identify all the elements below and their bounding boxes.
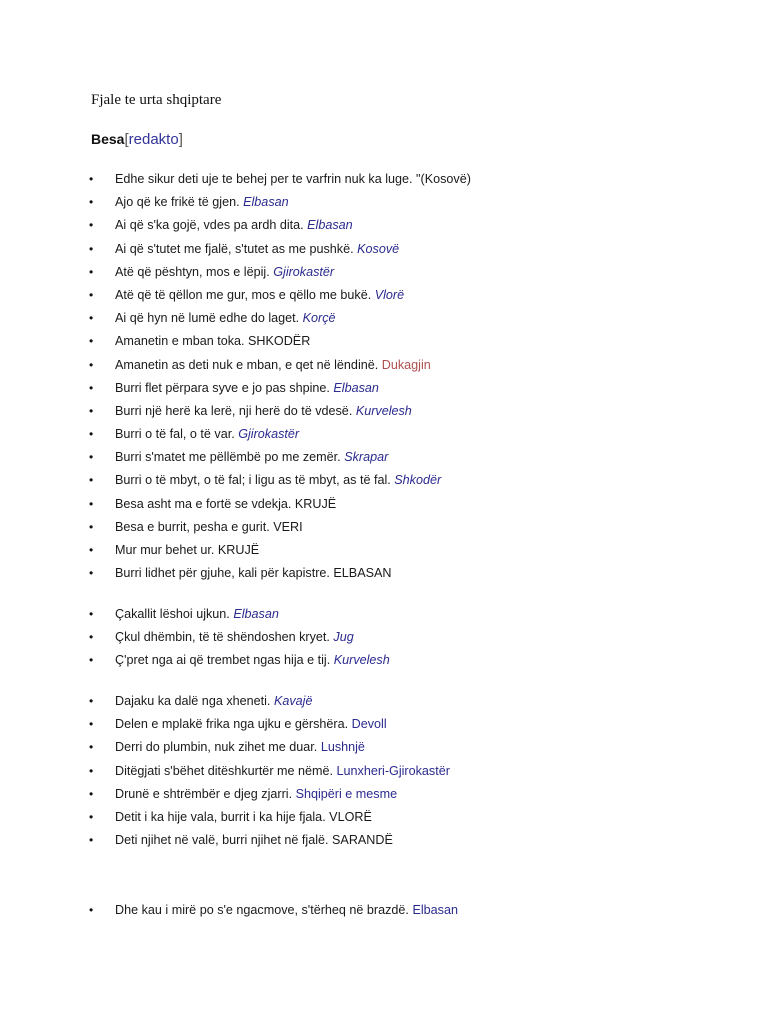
proverb-item	[0, 238, 471, 261]
proverb-text: Besa e burrit, pesha e gurit. VERI	[115, 519, 303, 534]
proverb-item	[0, 626, 390, 649]
region-link[interactable]: Vlorë	[374, 287, 405, 302]
proverb-list-group-2	[0, 603, 390, 673]
proverb-item	[0, 261, 471, 284]
proverb-item	[0, 783, 450, 806]
region-link[interactable]: Kurvelesh	[355, 403, 412, 418]
proverb-item	[0, 307, 471, 330]
region-link[interactable]: Lushnjë	[320, 740, 365, 755]
edit-bracket-open: [	[124, 131, 129, 148]
bullet-icon: •	[89, 740, 94, 755]
proverb-item	[0, 377, 471, 400]
proverb-list-group-3	[0, 690, 450, 852]
region-link[interactable]: Dukagjin	[381, 357, 431, 372]
region-link[interactable]: Jug	[333, 630, 354, 645]
region-link[interactable]: Gjirokastër	[273, 264, 335, 279]
bullet-icon: •	[89, 218, 94, 233]
proverb-item	[0, 423, 471, 446]
proverb-item	[0, 446, 471, 469]
proverb-item	[0, 400, 471, 423]
region-link[interactable]: Shqipëri e mesme	[295, 786, 398, 801]
bullet-icon: •	[89, 287, 94, 302]
region-link[interactable]: Elbasan	[243, 195, 289, 210]
bullet-icon: •	[89, 496, 94, 511]
bullet-icon: •	[89, 833, 94, 848]
bullet-icon: •	[89, 311, 94, 326]
proverb-text: Detit i ka hije vala, burrit i ka hije fjala. VLORË	[115, 809, 372, 824]
proverb-item	[0, 469, 471, 492]
proverb-item	[0, 690, 450, 713]
proverb-text: Mur mur behet ur. KRUJË	[115, 543, 260, 557]
region-link[interactable]: Kosovë	[357, 241, 400, 256]
proverb-list-group-1	[0, 168, 471, 585]
bullet-icon: •	[89, 717, 94, 732]
bullet-icon: •	[89, 357, 94, 372]
proverb-item	[0, 806, 450, 829]
bullet-icon: •	[89, 786, 94, 801]
bullet-icon: •	[89, 566, 94, 581]
region-link[interactable]: Lunxheri-Gjirokastër	[336, 763, 450, 778]
bullet-icon: •	[89, 903, 94, 917]
bullet-icon: •	[89, 543, 94, 557]
region-link[interactable]: Devoll	[351, 717, 387, 732]
bullet-icon: •	[89, 241, 94, 256]
proverb-item	[0, 760, 450, 783]
proverb-text: Burri lidhet për gjuhe, kali për kapistre. ELBASAN	[115, 566, 392, 581]
proverb-text: Atë që të qëllon me gur, mos e qëllo me bukë.	[115, 287, 375, 302]
proverb-text: Deti njihet në valë, burri njihet në fjalë. SARANDË	[115, 833, 393, 848]
region-link[interactable]: Gjirokastër	[238, 427, 300, 442]
region-link[interactable]: Elbasan	[307, 218, 353, 233]
proverb-text: Çakallit lëshoi ujkun.	[115, 607, 234, 621]
bullet-icon: •	[89, 403, 94, 418]
proverb-item	[0, 539, 471, 562]
region-link[interactable]: Elbasan	[233, 607, 279, 621]
proverb-text: Burri o të fal, o të var.	[115, 427, 239, 442]
proverb-item	[0, 562, 471, 585]
proverb-item	[0, 214, 471, 237]
region-link[interactable]: Kurvelesh	[333, 653, 390, 668]
proverb-text: Dhe kau i mirë po s'e ngacmove, s'tërheq në brazdë.	[115, 903, 413, 917]
proverb-text: Ai që s'ka gojë, vdes pa ardh dita.	[115, 218, 308, 233]
proverb-text: Delen e mplakë frika nga ujku e gërshëra.	[115, 717, 352, 732]
region-link[interactable]: Skrapar	[344, 450, 389, 465]
page-title: Fjale te urta shqiptare	[91, 92, 222, 108]
proverb-item	[0, 829, 450, 852]
bullet-icon: •	[89, 264, 94, 279]
proverb-text: Ai që hyn në lumë edhe do laget.	[115, 311, 303, 326]
region-link[interactable]: Elbasan	[333, 380, 379, 395]
bullet-icon: •	[89, 630, 94, 645]
bullet-icon: •	[89, 694, 94, 708]
bullet-icon: •	[89, 519, 94, 534]
proverb-text: Drunë e shtrëmbër e djeg zjarri.	[115, 786, 296, 801]
bullet-icon: •	[89, 380, 94, 395]
region-link[interactable]: Shkodër	[394, 473, 442, 488]
proverb-item	[0, 899, 458, 922]
proverb-text: Ç'pret nga ai që trembet ngas hija e tij.	[115, 653, 334, 668]
bullet-icon: •	[89, 195, 94, 210]
proverb-item	[0, 493, 471, 516]
edit-section-link[interactable]: redakto	[128, 131, 179, 148]
bullet-icon: •	[89, 334, 94, 349]
bullet-icon: •	[89, 427, 94, 442]
proverb-text: Ai që s'tutet me fjalë, s'tutet as me pushkë.	[115, 241, 358, 256]
bullet-icon: •	[89, 473, 94, 488]
proverb-text: Burri një herë ka lerë, nji herë do të vdesë.	[115, 403, 356, 418]
section-heading-text: Besa	[91, 131, 125, 147]
bullet-icon: •	[89, 653, 94, 668]
proverb-text: Atë që pështyn, mos e lëpij.	[115, 264, 274, 279]
edit-bracket-close: ]	[178, 131, 183, 148]
proverb-text: Ajo që ke frikë të gjen.	[115, 195, 244, 210]
bullet-icon: •	[89, 607, 94, 621]
proverb-text: Dajaku ka dalë nga xheneti.	[115, 694, 274, 708]
proverb-item	[0, 713, 450, 736]
proverb-text: Çkul dhëmbin, të të shëndoshen kryet.	[115, 630, 334, 645]
proverb-list-group-4	[0, 899, 458, 922]
proverb-text: Derri do plumbin, nuk zihet me duar.	[115, 740, 321, 755]
proverb-text: Burri o të mbyt, o të fal; i ligu as të mbyt, as të fal.	[115, 473, 395, 488]
proverb-text: Burri flet përpara syve e jo pas shpine.	[115, 380, 334, 395]
proverb-item	[0, 354, 471, 377]
section-heading-besa	[91, 129, 183, 150]
proverb-text: Amanetin as deti nuk e mban, e qet në lëndinë.	[115, 357, 382, 372]
region-link[interactable]: Kavajë	[273, 694, 313, 708]
proverb-item	[0, 603, 390, 626]
proverb-item	[0, 284, 471, 307]
proverb-text: Burri s'matet me pëllëmbë po me zemër.	[115, 450, 345, 465]
region-link[interactable]: Elbasan	[412, 903, 458, 917]
proverb-text: Besa asht ma e fortë se vdekja. KRUJË	[115, 496, 337, 511]
proverb-text: Edhe sikur deti uje te behej per te varfrin nuk ka luge. "(Kosovë)	[115, 172, 471, 186]
proverb-item	[0, 736, 450, 759]
bullet-icon: •	[89, 172, 94, 186]
bullet-icon: •	[89, 763, 94, 778]
proverb-item	[0, 191, 471, 214]
proverb-item	[0, 168, 471, 191]
proverb-item	[0, 649, 390, 672]
proverb-item	[0, 330, 471, 353]
bullet-icon: •	[89, 809, 94, 824]
region-link[interactable]: Korçë	[302, 311, 336, 326]
proverb-item	[0, 516, 471, 539]
proverb-text: Amanetin e mban toka. SHKODËR	[115, 334, 311, 349]
bullet-icon: •	[89, 450, 94, 465]
proverb-text: Ditëgjati s'bëhet ditëshkurtër me nëmë.	[115, 763, 337, 778]
